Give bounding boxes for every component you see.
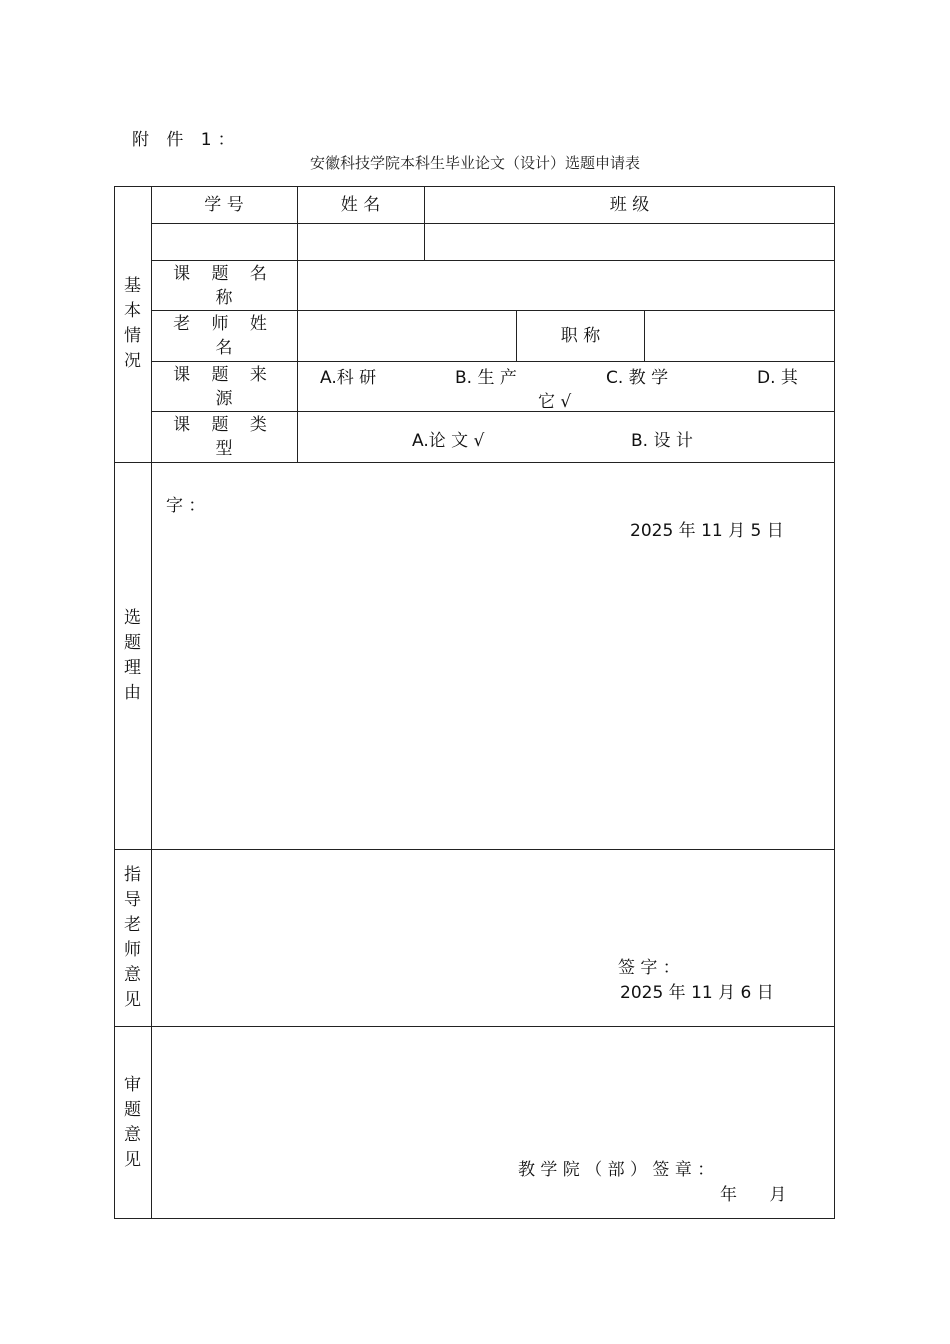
student-id-field[interactable]: [152, 224, 296, 260]
topic-type-option-design[interactable]: B. 设 计: [631, 431, 693, 451]
professional-title-field[interactable]: [645, 311, 834, 361]
topic-source-option-other[interactable]: D. 其: [757, 368, 798, 388]
teacher-name-field[interactable]: [298, 311, 516, 361]
advisor-signature-label: 签 字 ：: [618, 958, 680, 978]
teacher-name-label: 老 师 姓 名: [173, 314, 275, 358]
section-divider: [114, 1026, 835, 1027]
section-divider: [114, 849, 835, 850]
professional-title-label: 职 称: [560, 326, 601, 346]
topic-reason-section-label: 选 题 理 由: [124, 607, 141, 703]
student-id-header: 学 号: [204, 195, 244, 215]
topic-name-label: 课 题 名 称: [173, 263, 275, 308]
topic-source-label: 课 题 来 源: [173, 364, 275, 409]
class-header: 班 级: [609, 195, 650, 215]
review-date: 年 月: [720, 1185, 787, 1205]
topic-source-option-other-checked: 它 √: [538, 392, 572, 412]
form-title: 安徽科技学院本科生毕业论文（设计）选题申请表: [309, 154, 640, 172]
department-seal-label: 教 学 院 （ 部 ） 签 章 ：: [518, 1160, 715, 1180]
topic-source-option-production[interactable]: B. 生 产: [455, 368, 517, 388]
topic-name-field[interactable]: [298, 261, 834, 310]
attachment-label: 附 件 1：: [132, 130, 241, 150]
advisor-opinion-section-label: 指 导 老 师 意 见: [124, 864, 141, 1010]
reason-date: 2025 年 11 月 5 日: [630, 521, 784, 541]
basic-info-section-label: 基 本 情 况: [124, 276, 141, 371]
topic-source-option-teaching[interactable]: C. 教 学: [606, 368, 669, 388]
class-field[interactable]: [425, 224, 834, 260]
topic-source-option-research[interactable]: A.科 研: [320, 368, 377, 388]
topic-type-label: 课 题 类 型: [173, 415, 275, 459]
name-field[interactable]: [298, 224, 423, 260]
advisor-date: 2025 年 11 月 6 日: [620, 983, 774, 1003]
topic-type-option-thesis[interactable]: A.论 文 √: [412, 431, 485, 451]
review-opinion-section-label: 审 题 意 见: [124, 1074, 141, 1170]
name-header: 姓 名: [340, 195, 381, 215]
section-divider: [114, 462, 835, 463]
reason-signature-label: 字 ：: [166, 496, 206, 516]
